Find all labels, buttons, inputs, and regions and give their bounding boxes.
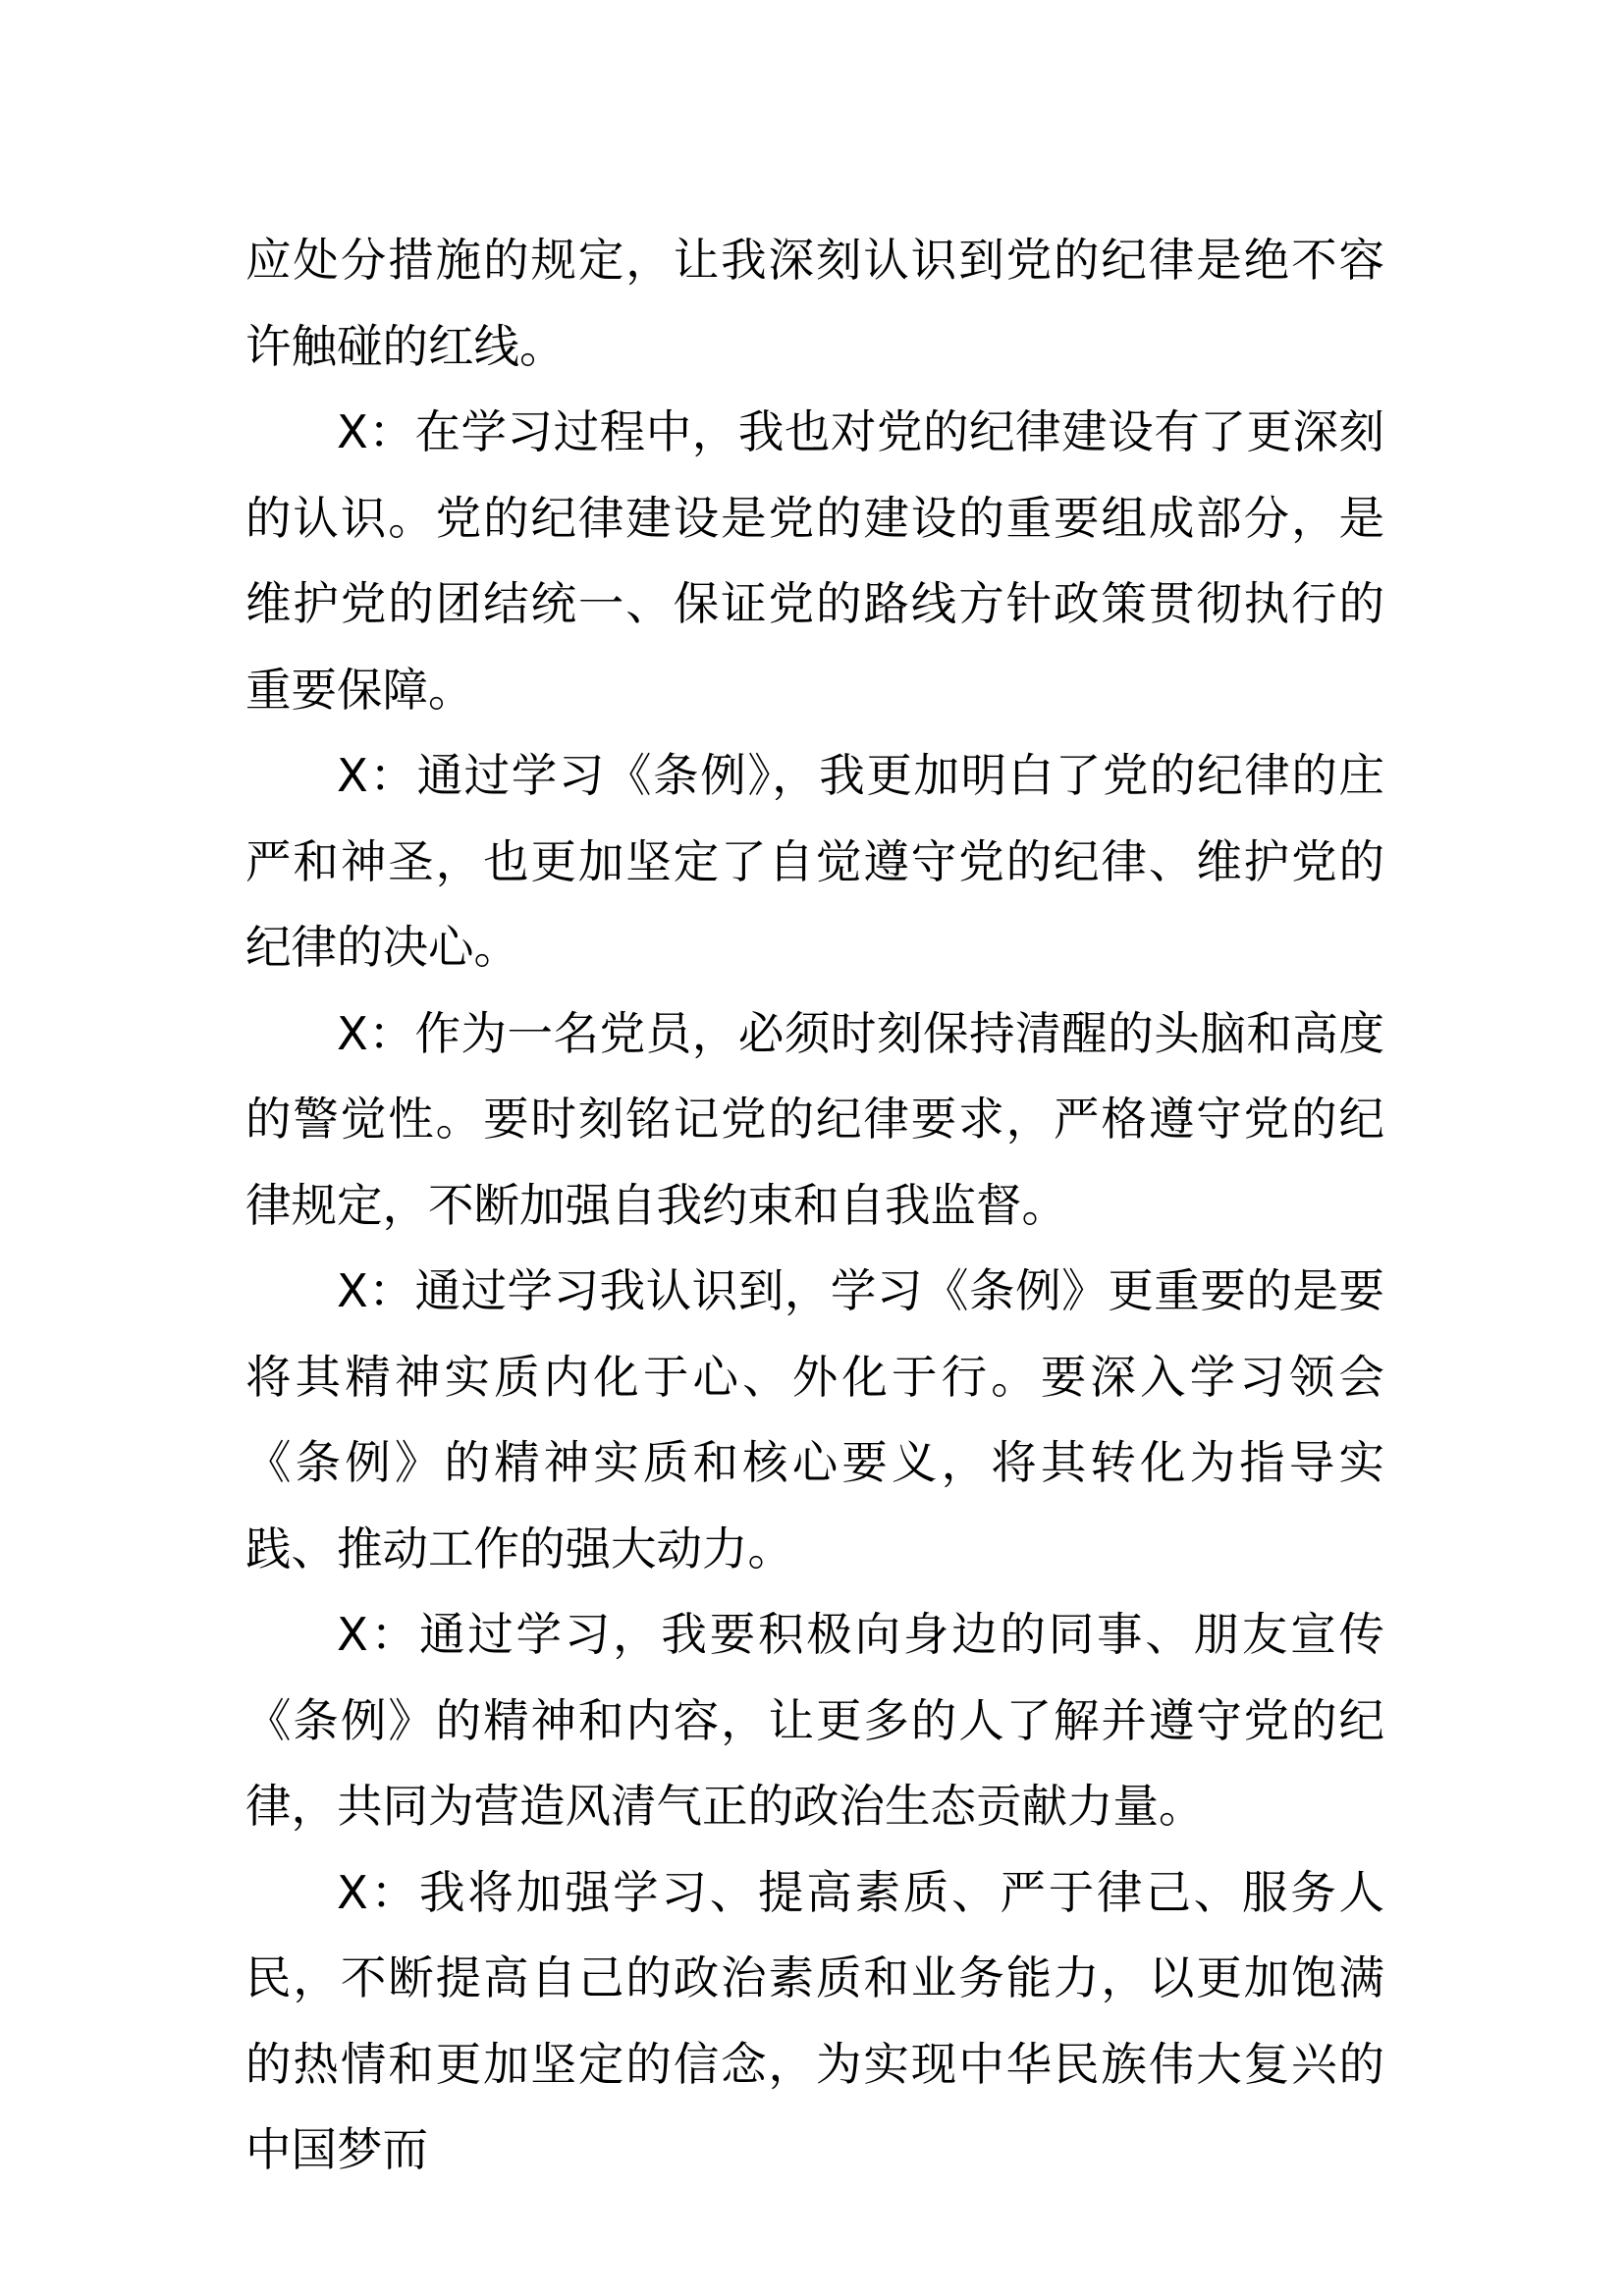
- paragraph-5: X：通过学习我认识到，学习《条例》更重要的是要将其精神实质内化于心、外化于行。要深入学习领会《条例》的精神实质和核心要义，将其转化为指导实践、推动工作的强大动力。: [245, 1264, 1384, 1575]
- paragraph-4: X：作为一名党员，必须时刻保持清醒的头脑和高度的警觉性。要时刻铭记党的纪律要求，严格遵守党的纪律规定，不断加强自我约束和自我监督。: [245, 1006, 1384, 1232]
- paragraph-1: 应处分措施的规定，让我深刻认识到党的纪律是绝不容许触碰的红线。: [245, 234, 1384, 373]
- document-body: [245, 218, 1384, 2194]
- paragraph-7: X：我将加强学习、提高素质、严于律己、服务人民，不断提高自己的政治素质和业务能力，以更加饱满的热情和更加坚定的信念，为实现中华民族伟大复兴的中国梦而: [245, 1865, 1384, 2176]
- paragraph-3: X：通过学习《条例》，我更加明白了党的纪律的庄严和神圣，也更加坚定了自觉遵守党的纪律、维护党的纪律的决心。: [245, 749, 1384, 974]
- paragraph-6: X：通过学习，我要积极向身边的同事、朋友宣传《条例》的精神和内容，让更多的人了解并遵守党的纪律，共同为营造风清气正的政治生态贡献力量。: [245, 1608, 1384, 1833]
- paragraph-2: X：在学习过程中，我也对党的纪律建设有了更深刻的认识。党的纪律建设是党的建设的重要组成部分，是维护党的团结统一、保证党的路线方针政策贯彻执行的重要保障。: [245, 405, 1384, 717]
